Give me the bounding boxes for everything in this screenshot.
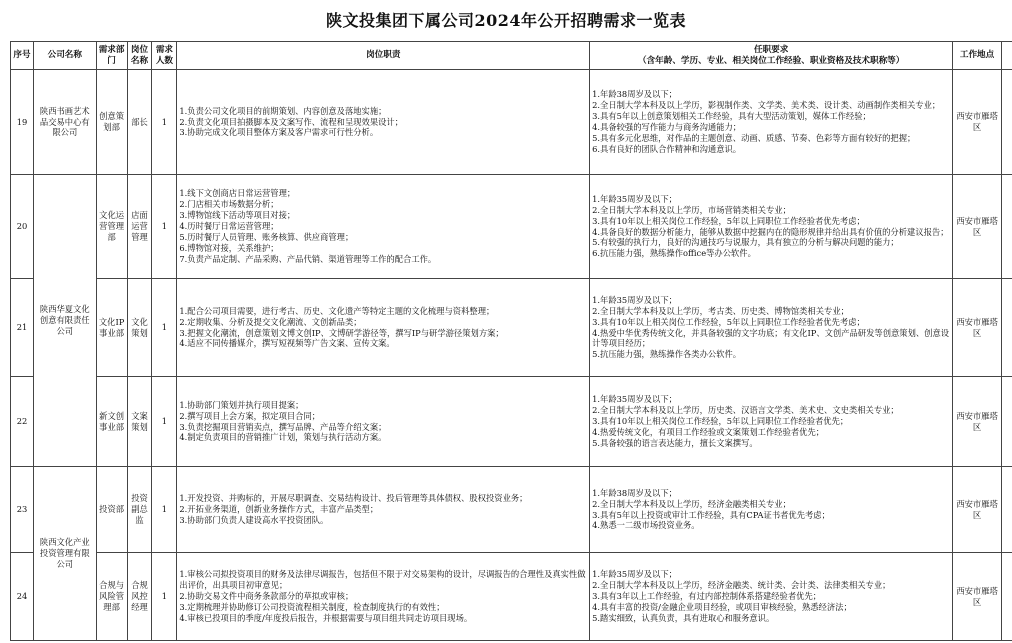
row-number: 19 — [11, 70, 34, 175]
department: 新文创事业部 — [96, 377, 127, 467]
duty-item: 3.博物馆线下活动等项目对接； — [179, 210, 296, 221]
requirement-item: 5.具有多元化思维，对作品的主题创意、动画、质感、节奏、色彩等方面有较好的把握； — [592, 132, 916, 143]
requirements-cell — [590, 467, 953, 553]
duty-item: 1.协助部门策划并执行项目提案； — [179, 399, 304, 410]
requirement-item: 5.具备较强的语言表达能力，擅长文案撰写。 — [592, 437, 758, 448]
table-edge — [1001, 467, 1012, 553]
table-edge — [1001, 279, 1012, 377]
table-row — [11, 553, 1012, 641]
requirement-item: 2.全日制大学本科及以上学历，市场营销类相关专业； — [592, 204, 791, 215]
position-name: 部长 — [127, 70, 152, 175]
duty-item: 3.把握文化潮流，创意策划文博文创IP、文博研学游径等，撰写IP与研学游径策划方案； — [179, 327, 504, 338]
table-edge — [1001, 70, 1012, 175]
duty-item: 3.定期梳理并协助修订公司投资流程相关制度，检查制度执行的有效性； — [179, 601, 445, 612]
page-title: 陕文投集团下属公司2024年公开招聘需求一览表 — [325, 11, 687, 30]
duties-cell — [177, 175, 590, 279]
company-name: 陕西书画艺术品交易中心有限公司 — [33, 70, 96, 175]
work-location: 西安市雁塔区 — [953, 175, 1002, 279]
requirement-item: 4.热爱传统文化，有项目工作经验或文案策划工作经验者优先； — [592, 426, 825, 437]
headcount: 1 — [152, 175, 177, 279]
requirement-item: 1.年龄35周岁及以下； — [592, 569, 677, 580]
duty-item: 2.开拓业务渠道，创新业务操作方式，丰富产品类型； — [179, 504, 379, 515]
requirement-item: 6.具有良好的团队合作精神和沟通意识。 — [592, 143, 742, 154]
requirement-item: 2.全日制大学本科及以上学历，考古类、历史类、博物馆类相关专业； — [592, 305, 849, 316]
table-row — [11, 377, 1012, 467]
work-location: 西安市雁塔区 — [953, 279, 1002, 377]
requirement-item: 6.抗压能力强，熟练操作office等办公软件。 — [592, 248, 756, 259]
requirement-item: 4.熟悉一二级市场投资业务。 — [592, 520, 700, 531]
work-location: 西安市雁塔区 — [953, 70, 1002, 175]
table-edge — [1001, 553, 1012, 641]
table-row — [11, 175, 1012, 279]
table-row — [11, 279, 1012, 377]
requirement-item: 4.具备较强的写作能力与商务沟通能力； — [592, 122, 742, 132]
department: 创意策划部 — [96, 70, 127, 175]
duties-cell — [177, 377, 590, 467]
position-name: 投资副总监 — [127, 467, 152, 553]
duty-item: 4.审核已投项目的季度/年度投后报告，并根据需要与项目组共同走访项目现场。 — [179, 612, 473, 623]
table-edge — [1001, 175, 1012, 279]
headcount: 1 — [152, 70, 177, 175]
header-dept: 需求部门 — [96, 42, 127, 70]
row-number: 23 — [11, 467, 34, 553]
requirement-item: 2.全日制大学本科及以上学历，影视制作类、文学类、美术类、设计类、动画制作类相关专业； — [592, 100, 941, 111]
duties-cell — [177, 553, 590, 641]
header-requirements — [590, 42, 953, 70]
requirement-item: 3.具有10年以上相关岗位工作经验，5年以上同职位工作经验者优先考虑； — [592, 215, 865, 226]
position-name: 合规风控经理 — [127, 553, 152, 641]
row-number: 20 — [11, 175, 34, 279]
requirement-item: 1.年龄38周岁及以下； — [592, 487, 677, 498]
row-number: 21 — [11, 279, 34, 377]
duty-item: 1.配合公司项目需要，进行考古、历史、文化遗产等特定主题的文化梳理与资料整理； — [179, 305, 495, 316]
header-row — [11, 42, 1012, 70]
header-duties: 岗位职责 — [177, 42, 590, 70]
header-count: 需求人数 — [152, 42, 177, 70]
recruitment-table — [10, 41, 1012, 641]
header-company: 公司名称 — [33, 42, 96, 70]
requirement-item: 3.具有10年以上相关岗位工作经验，5年以上同职位工作经验者优先考虑； — [592, 316, 865, 327]
duty-item: 1.负责公司文化项目的前期策划、内容创意及落地实施； — [179, 105, 387, 116]
requirement-item: 1.年龄38周岁及以下； — [592, 89, 677, 100]
duty-item: 3.协助部门负责人建设高水平投资团队。 — [179, 514, 329, 525]
headcount: 1 — [152, 553, 177, 641]
header-no: 序号 — [11, 42, 34, 70]
requirement-item: 4.具备良好的数据分析能力，能够从数据中挖掘内在的隐形规律并给出具有价值的分析建议报告； — [592, 226, 949, 237]
requirement-item: 1.年龄35周岁及以下； — [592, 394, 677, 405]
duty-item: 1.线下文创商店日常运营管理； — [179, 188, 296, 199]
duty-item: 6.博物馆对接，关系维护； — [179, 242, 279, 253]
duty-item: 7.负责产品定制、产品采购、产品代销、渠道管理等工作的配合工作。 — [179, 253, 437, 264]
duty-item: 3.协助完成文化项目整体方案及客户需求可行性分析。 — [179, 127, 379, 138]
table-edge — [1001, 377, 1012, 467]
requirements-cell — [590, 553, 953, 641]
requirements-cell — [590, 377, 953, 467]
requirement-item: 3.具有5年以上创意策划相关工作经验，具有大型活动策划，媒体工作经验； — [592, 111, 871, 122]
duty-item: 2.负责文化项目拍摄脚本及文案写作、流程和呈现效果设计； — [179, 116, 404, 127]
requirement-item: 4.具有丰富的投资/金融企业项目经验，或项目审核经验，熟悉经济法； — [592, 601, 852, 612]
requirements-cell — [590, 279, 953, 377]
requirement-item: 5.抗压能力强，熟练操作各类办公软件。 — [592, 349, 742, 360]
duty-item: 1.开发投资、并购标的，开展尽职调查、交易结构设计、投后管理等具体债权、股权投资业务； — [179, 493, 528, 504]
department: 投资部 — [96, 467, 127, 553]
duties-cell — [177, 70, 590, 175]
position-name: 店面运营管理 — [127, 175, 152, 279]
header-requirements-title: 任职要求 — [753, 44, 789, 55]
headcount: 1 — [152, 279, 177, 377]
department: 合规与风险管理部 — [96, 553, 127, 641]
duty-item: 2.定期收集、分析及提交文化潮流、文创新品类； — [179, 316, 362, 327]
duty-item: 4.适应不同传播媒介，撰写短视频等广告文案、宣传文案。 — [179, 338, 395, 349]
company-name: 陕西华夏文化创意有限责任公司 — [33, 175, 96, 467]
duty-item: 2.协助交易文件中商务条款部分的草拟或审核； — [179, 591, 354, 602]
headcount: 1 — [152, 467, 177, 553]
header-position: 岗位名称 — [127, 42, 152, 70]
header-location: 工作地点 — [953, 42, 1002, 70]
requirement-item: 1.年龄35周岁及以下； — [592, 294, 677, 305]
requirement-item: 3.具有10年以上相关岗位工作经验，5年以上同职位工作经验者优先； — [592, 416, 849, 427]
header-requirements-subtitle: （含年龄、学历、专业、相关岗位工作经验、职业资格及技术职称等） — [637, 55, 905, 66]
requirement-item: 5.有较强的执行力，良好的沟通技巧与说服力，具有独立的分析与解决问题的能力； — [592, 237, 899, 248]
table-edge — [1001, 42, 1012, 70]
requirement-item: 4.热爱中华优秀传统文化，并具备较强的文字功底；有文化IP、文创产品研发等创意策划、创意设计等项目经历； — [592, 327, 950, 349]
table-row — [11, 467, 1012, 553]
requirement-item: 2.全日制大学本科及以上学历，经济金融类相关专业； — [592, 498, 791, 509]
work-location: 西安市雁塔区 — [953, 377, 1002, 467]
requirement-item: 1.年龄35周岁及以下； — [592, 193, 677, 204]
department: 文化运营管理部 — [96, 175, 127, 279]
duty-item: 5.历时餐厅人员管理、账务核算、供应商管理； — [179, 231, 354, 242]
department: 文化IP事业部 — [96, 279, 127, 377]
row-number: 24 — [11, 553, 34, 641]
requirements-cell — [590, 175, 953, 279]
duties-cell — [177, 279, 590, 377]
position-name: 文化策划 — [127, 279, 152, 377]
duty-item: 2.撰写项目上会方案，拟定项目合同； — [179, 410, 321, 421]
requirement-item: 3.具有3年以上工作经验，有过内部控制体系搭建经验者优先； — [592, 591, 822, 602]
table-row — [11, 70, 1012, 175]
duty-item: 4.历时餐厅日常运营管理； — [179, 221, 279, 232]
row-number: 22 — [11, 377, 34, 467]
duty-item: 1.审核公司拟投资项目的财务及法律尽调报告，包括但不限于对交易架构的设计，尽调报告的合理性及真实性做出评价，出具项目初审意见； — [179, 569, 586, 591]
requirement-item: 2.全日制大学本科及以上学历，历史类、汉语言文学类、美术史、文史类相关专业； — [592, 405, 899, 416]
duties-cell — [177, 467, 590, 553]
work-location: 西安市雁塔区 — [953, 467, 1002, 553]
duty-item: 3.负责挖掘项目营销卖点，撰写品牌、产品等介绍文案； — [179, 421, 387, 432]
requirement-item: 3.具有5年以上投资或审计工作经验，具有CPA证书者优先考虑； — [592, 509, 830, 520]
headcount: 1 — [152, 377, 177, 467]
position-name: 文案策划 — [127, 377, 152, 467]
duty-item: 4.制定负责项目的营销推广计划，策划与执行活动方案。 — [179, 432, 387, 443]
work-location: 西安市雁塔区 — [953, 553, 1002, 641]
requirements-cell — [590, 70, 953, 175]
requirement-item: 5.踏实细致，认真负责，具有进取心和服务意识。 — [592, 612, 775, 623]
requirement-item: 2.全日制大学本科及以上学历，经济金融类、统计类、会计类、法律类相关专业； — [592, 580, 891, 591]
company-name: 陕西文化产业投资管理有限公司 — [33, 467, 96, 641]
duty-item: 2.门店相关市场数据分析； — [179, 199, 279, 210]
